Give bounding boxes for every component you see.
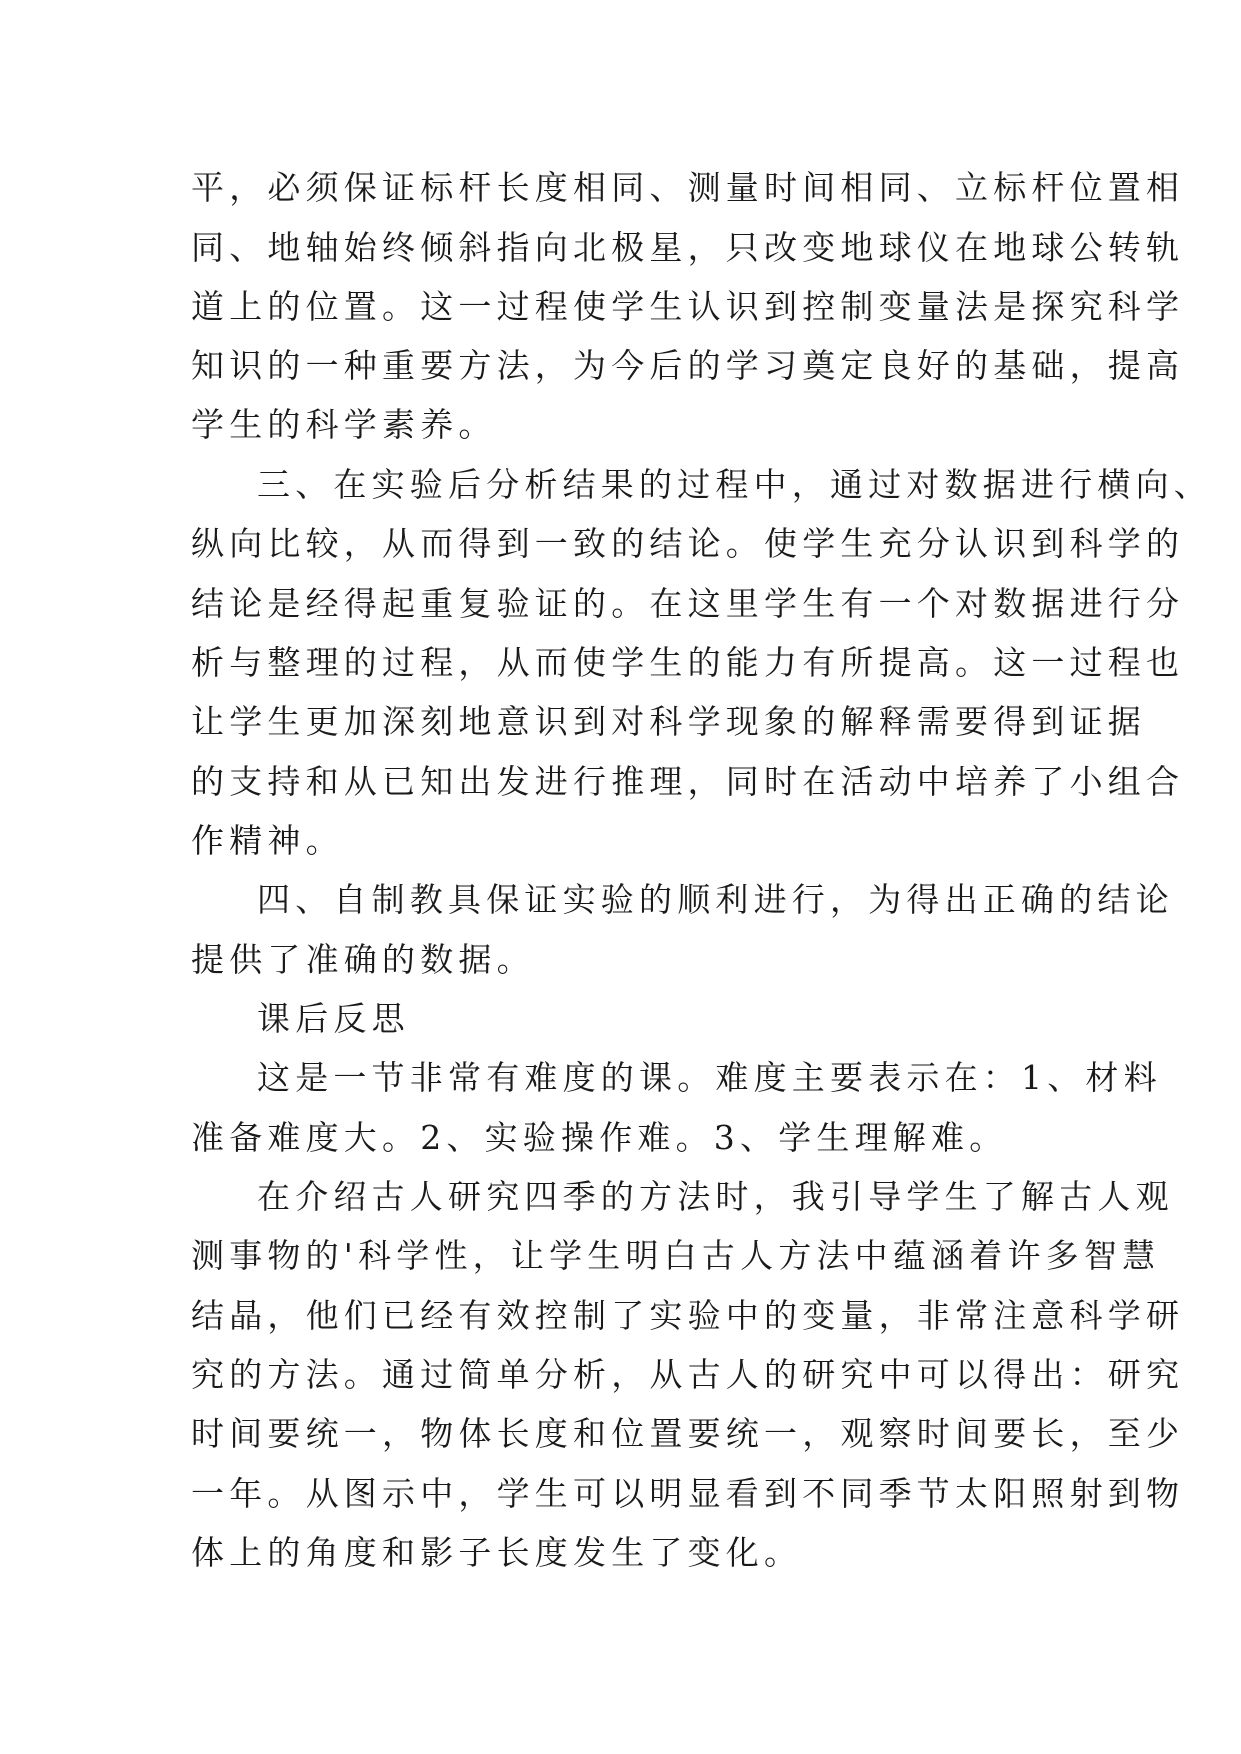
- text-line: 的支持和从已知出发进行推理，同时在活动中培养了小组合: [191, 762, 1185, 801]
- text-line: 体上的角度和影子长度发生了变化。: [191, 1533, 803, 1572]
- text-line: 测事物的'科学性，让学生明白古人方法中蕴涵着许多智慧: [191, 1236, 1161, 1275]
- text-line: 纵向比较，从而得到一致的结论。使学生充分认识到科学的: [191, 524, 1185, 563]
- paragraph-start-line: 三、在实验后分析结果的过程中，通过对数据进行横向、: [257, 465, 1212, 504]
- text-line: 时间要统一，物体长度和位置要统一，观察时间要长，至少: [191, 1414, 1185, 1453]
- paragraph-start-line: 在介绍古人研究四季的方法时，我引导学生了解古人观: [257, 1177, 1174, 1216]
- text-line: 学生的科学素养。: [191, 405, 497, 444]
- text-line: 知识的一种重要方法，为今后的学习奠定良好的基础，提高: [191, 346, 1185, 385]
- text-line: 同、地轴始终倾斜指向北极星，只改变地球仪在地球公转轨: [191, 228, 1185, 267]
- text-line: 道上的位置。这一过程使学生认识到控制变量法是探究科学: [191, 287, 1185, 326]
- text-line: 结论是经得起重复验证的。在这里学生有一个对数据进行分: [191, 584, 1185, 623]
- paragraph-start-line: 四、自制教具保证实验的顺利进行，为得出正确的结论: [257, 880, 1174, 919]
- text-line: 作精神。: [191, 821, 344, 860]
- text-line: 提供了准确的数据。: [191, 940, 535, 979]
- text-line: 让学生更加深刻地意识到对科学现象的解释需要得到证据: [191, 702, 1146, 741]
- text-line: 究的方法。通过简单分析，从古人的研究中可以得出：研究: [191, 1355, 1185, 1394]
- section-heading: 课后反思: [257, 999, 410, 1038]
- text-line: 析与整理的过程，从而使学生的能力有所提高。这一过程也: [191, 643, 1185, 682]
- text-line: 结晶，他们已经有效控制了实验中的变量，非常注意科学研: [191, 1296, 1185, 1335]
- text-line: 一年。从图示中，学生可以明显看到不同季节太阳照射到物: [191, 1474, 1185, 1513]
- text-line: 平，必须保证标杆长度相同、测量时间相同、立标杆位置相: [191, 168, 1185, 207]
- text-line: 准备难度大。2、实验操作难。3、学生理解难。: [191, 1118, 1008, 1157]
- paragraph-start-line: 这是一节非常有难度的课。难度主要表示在：1、材料: [257, 1058, 1162, 1097]
